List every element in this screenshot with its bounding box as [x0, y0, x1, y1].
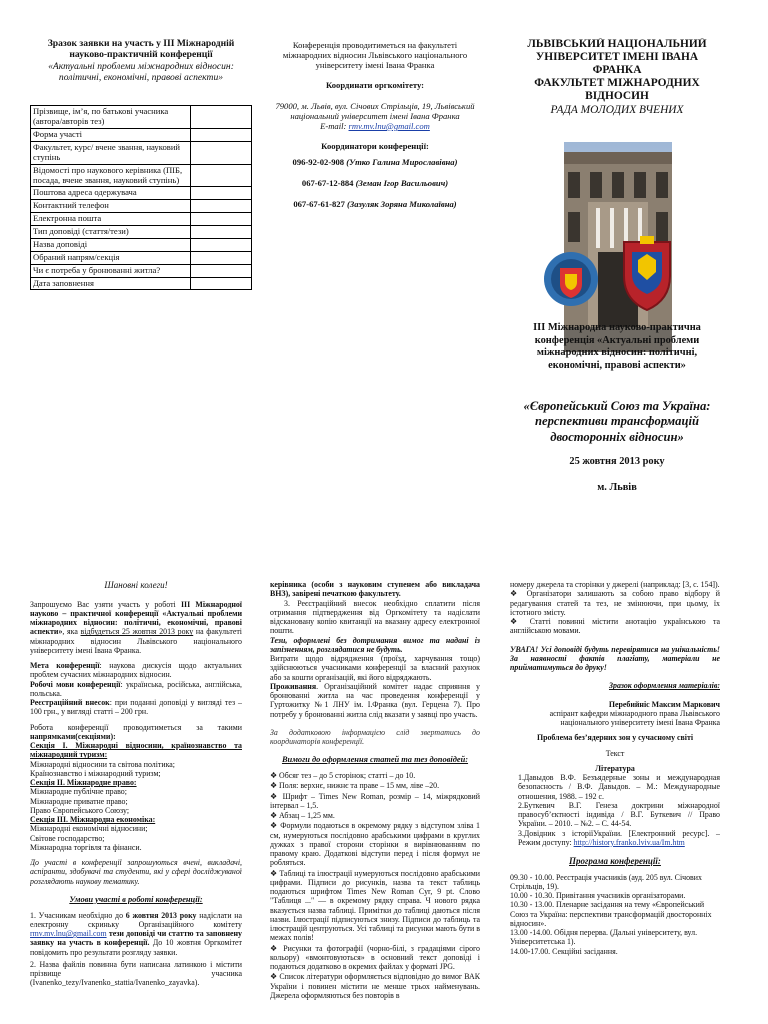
requirement-item: [270, 944, 480, 972]
council-emblem: [542, 246, 600, 312]
council-name: РАДА МОЛОДИХ ВЧЕНИХ: [550, 103, 684, 116]
fee-text: : при поданні доповіді у вигляді тез – 100 грн., у вигляді статті – 200 грн.: [30, 698, 242, 717]
phone-number[interactable]: 067-67-61-827: [293, 199, 345, 210]
literature-text: 3.Довідник з історіїУкраїни. [Електронний ресурс]. – Режим доступу:: [518, 828, 720, 847]
requirement-text: Рисунки та фотографії (чорно-білі, з градаціями сірого кольору) «вмонтовуються» в основний текст доповіді і подаються додатково в окремих файлах у форматі JPG.: [270, 943, 480, 972]
lang-paragraph: [30, 680, 242, 699]
conference-date: 25 жовтня 2013 року: [569, 456, 665, 467]
form-subtitle: «Актуальні проблеми міжнародних відносин: політичні, економічні, правові аспекти»: [48, 60, 234, 83]
form-row: [31, 200, 252, 213]
section-item: Країнознавство і міжнародний туризм;: [30, 768, 161, 778]
t1-email-link[interactable]: rmv.mv.lnu@gmail.com: [30, 929, 107, 939]
literature-item: [510, 829, 720, 848]
requirement-text: Обсяг тез – до 5 сторінок; статті – до 10.: [279, 771, 416, 781]
program-item: 10.00 - 10.30. Привітання учасників організаторами.: [510, 891, 686, 901]
form-row: [31, 226, 252, 239]
conf-coord-title: Координатори конференції:: [321, 140, 429, 151]
requirement-text: Абзац – 1,25 мм.: [279, 811, 335, 821]
university-name: ЛЬВІВСЬКИЙ НАЦІОНАЛЬНИЙ УНІВЕРСИТЕТ ІМЕНІ ІВАНА ФРАНКА: [527, 38, 707, 77]
university-coat-of-arms: [616, 234, 678, 312]
sample-text: Текст: [605, 748, 625, 758]
literature-link[interactable]: http://history.franko.lviv.ua/Im.htm: [573, 837, 685, 847]
form-row-label: Дата заповнення: [31, 277, 191, 290]
requirement-item: [270, 792, 480, 811]
diamond-icon: ❖: [270, 781, 280, 791]
terms-title: Умови участі в роботі конференції:: [69, 894, 203, 904]
form-row-value[interactable]: [191, 226, 252, 239]
invited-paragraph: До участі в конференції запрошуються вчені, викладачі, аспіранти, здобувачі та студенти, які у сфері досліджуваної розглядають наукову тематику.: [30, 858, 242, 886]
form-row: [31, 213, 252, 226]
form-row-label: Прізвище, ім’я, по батькові учасника (автора/авторів тез): [31, 106, 191, 129]
section-item: Світове господарство;: [30, 833, 105, 843]
form-row: [31, 164, 252, 187]
note-1: [510, 589, 720, 617]
form-row: [31, 277, 252, 290]
sample-title: Зразок оформлення матеріалів:: [608, 681, 720, 691]
goal-paragraph: [30, 661, 242, 680]
section-item: Міжнародне приватне право;: [30, 796, 128, 806]
section-1-title: Секція І. Міжнародні відносини, країнознавство та міжнародний туризм:: [30, 741, 242, 760]
orgcom-address: [270, 101, 480, 131]
program-list: [510, 873, 720, 956]
rules-panel: [270, 580, 480, 1024]
requirement-text: Таблиці та ілюстрації нумеруються послідовно арабськими цифрами. Підписи до рисунків, назва та текст таблиць подаються шрифтом Times New Roman Cyr, 9 pt. Слово "Таблиця ..." — в окремому рядку справа. Ч нового рядка вказується назва таблиці. Примітки до таблиці даються після назви. Ілюстрації підписуються знизу. Підписи до таблиць та ілюстрацій центруються. Усі таблиці та рисунки мають бути в межах полів!: [270, 868, 480, 943]
section-2-title: Секція ІІ. Міжнародне право:: [30, 778, 137, 788]
t1-a: 1. Учасникам необхідно до: [30, 910, 126, 920]
literature-item: [510, 773, 720, 801]
greeting: Шановні колеги!: [104, 580, 168, 590]
term-1: [30, 911, 242, 957]
form-row-label: Тип доповіді (стаття/тези): [31, 226, 191, 239]
section-3-list: [30, 824, 242, 852]
rule-travel: Витрати щодо відрядження (проїзд, харчування тощо) здійснюються учасниками конференції за власний рахунок або за кошти організацій, які його відряджають.: [270, 654, 480, 682]
form-row-label: Чи є потреба у бронюванні житла?: [31, 264, 191, 277]
conference-theme: «Європейський Союз та Україна: перспективи трансформацій двосторонніх відносин»: [523, 399, 711, 444]
term-2: 2. Назва файлів повинна бути написана латинкою і містити прізвище учасника (Ivanenko_tezy/Ivanenko_stattia/Ivanenko_zayavka).: [30, 959, 242, 988]
program-item: 13.00 -14.00. Обідня перерва. (Дальні університету, вул. Університетська 1).: [510, 928, 698, 947]
diamond-icon: ❖: [270, 791, 283, 801]
application-form-table: [30, 105, 252, 290]
phone-line: [270, 199, 480, 209]
address-text: 79000, м. Львів, вул. Січових Стрільців, 19, Львівський національний університет імені Івана Франка: [275, 100, 475, 121]
phone-contact-name: (Земан Ігор Васильович): [355, 178, 449, 189]
section-3-title: Секція ІІІ. Міжнародна економіка:: [30, 815, 156, 825]
form-row: [31, 106, 252, 129]
phone-line: [270, 157, 480, 167]
diamond-icon: ❖: [270, 943, 284, 953]
living-label: Проживання: [270, 681, 317, 691]
intro-b: ІІІ Міжнародної науково – практичної конференції «Актуальні проблеми міжнародних відносин: політичні, економічні, правові аспекти»: [30, 599, 242, 637]
t1-c: надіслати на електронну скриньку Організаційного комітету: [30, 910, 242, 929]
diamond-icon: ❖: [510, 589, 527, 599]
diamond-icon: ❖: [270, 972, 280, 982]
goal-text: : наукова дискусія щодо актуальних проблем сучасних міжнародних відносин.: [30, 661, 242, 680]
section-item: Міжнародні економічні відносини;: [30, 824, 148, 834]
note-2-text: Статті повинні містити анотацію українською та англійською мовами.: [510, 617, 720, 636]
t1-d: тези доповіді чи статтю та заповнену заявку на участь в конференції.: [30, 929, 242, 948]
phone-line: [270, 178, 480, 188]
sample-author: Перебийніс Максим Маркович: [608, 699, 720, 709]
literature-text: 1.Давыдов В.Ф. Безъядерные зоны и международная безопасность / В.Ф. Давыдов. – М.: Международные отношения, 1988. – 192 с.: [518, 773, 720, 801]
email-link[interactable]: rmv.mv.lnu@gmail.com: [348, 120, 430, 131]
requirement-item: [270, 781, 480, 790]
program-item: 09.30 - 10.00. Реєстрація учасників (ауд. 205 вул. Січових Стрільців, 19).: [510, 872, 702, 891]
form-row: [31, 238, 252, 251]
form-title: Зразок заявки на участь у ІІІ Міжнародній науково-практичній конференції: [47, 38, 235, 61]
cover-panel: [512, 38, 722, 508]
orgcom-panel: [270, 40, 480, 300]
conference-city: м. Львів: [597, 482, 637, 493]
directions-a: Робота конференції проводитиметься за такими: [30, 722, 242, 732]
t1-e: До 10 жовтня Оргкомітет повідомить про результати розгляду заявки.: [30, 938, 242, 957]
rule-3: 3. Реєстраційний внесок необхідно сплатити після отримання підтвердження від Оргкомітету та надіслати відскановану копію квитанції на вказану адресу електронної пошти.: [270, 598, 480, 636]
intro-c: , яка: [62, 627, 81, 637]
program-title: Програма конференції:: [569, 856, 661, 866]
application-form-panel: [30, 38, 252, 338]
requirement-text: Формули подаються в окремому рядку з відступом зліва 1 см, нумеруються послідовно арабськими цифрами в круглих дужках з правої сторони сторінки я вирівнюванням по правому краю. Додаткові відступи перед і після формул не робляться.: [270, 821, 480, 868]
diamond-icon: ❖: [270, 771, 280, 781]
form-row-value[interactable]: [191, 277, 252, 290]
phones-list: [270, 157, 480, 209]
sample-affiliation: аспірант кафедри міжнародного права Львівського національного університету імені Івана Франка: [549, 708, 720, 727]
sample-cont: номеру джерела та сторінки у джерелі (наприклад: [3, с. 154]).: [510, 580, 720, 589]
invitation-paragraph: [30, 600, 242, 656]
form-row-label: Відомості про наукового керівника (ПІБ, посада, вчене звання, науковий ступінь): [31, 164, 191, 187]
section-item: Міжнародна торгівля та фінанси.: [30, 842, 142, 852]
lang-text: : українська, російська, англійська, польська.: [30, 679, 242, 698]
diamond-icon: ❖: [270, 811, 280, 821]
form-row-value[interactable]: [191, 238, 252, 251]
requirement-item: [270, 821, 480, 867]
fee-label: Реєстраційний внесок: [30, 698, 110, 708]
form-row: [31, 264, 252, 277]
section-item: Право Європейського Союзу;: [30, 805, 130, 815]
form-row-value[interactable]: [191, 129, 252, 142]
form-row-value[interactable]: [191, 213, 252, 226]
goal-label: Мета конференції: [30, 661, 100, 671]
requirement-text: Поля: верхнє, нижнє та праве – 15 мм, ліве –20.: [279, 781, 440, 791]
form-row-label: Контактний телефон: [31, 200, 191, 213]
req-title: Вимоги до оформлення статей та тез доповідей:: [281, 755, 469, 765]
directions-paragraph: [30, 723, 242, 742]
requirement-text: Шрифт – Times New Roman, розмір – 14, міжрядковий інтервал – 1,5.: [270, 791, 480, 810]
requirement-item: [270, 771, 480, 780]
form-row: [31, 251, 252, 264]
section-item: Міжнародні відносини та світова політика;: [30, 759, 175, 769]
lit-title: Література: [595, 763, 635, 773]
section-2-list: [30, 787, 242, 815]
form-row-label: Поштова адреса одержувача: [31, 187, 191, 200]
lang-label: Робочі мови конференції: [30, 679, 121, 689]
form-row: [31, 141, 252, 164]
more-info: За додатковою інформацією слід звертатись до координаторів конференції.: [270, 727, 480, 746]
form-row-value[interactable]: [191, 187, 252, 200]
requirements-list: [270, 771, 480, 1000]
form-row-value[interactable]: [191, 106, 252, 129]
form-row-value[interactable]: [191, 264, 252, 277]
plagiarism-warning: УВАГА! Усі доповіді будуть перевірятися на унікальність! За наявності фактів плагіату, матеріали не прийматимуться до друку!: [510, 644, 720, 672]
note-1-text: Організатори залишають за собою право відбору й редагування статей та тез, не змінюючи, при цьому, їх істотного змісту.: [510, 589, 720, 617]
form-row-label: Факультет, курс/ вчене звання, науковий ступінь: [31, 141, 191, 164]
literature-item: [510, 801, 720, 829]
note-2: [510, 617, 720, 636]
rule-living: [270, 682, 480, 719]
form-row-label: Обраний напрям/секція: [31, 251, 191, 264]
diamond-icon: ❖: [270, 821, 281, 831]
section-item: Міжнародне публічне право;: [30, 787, 127, 797]
form-row-value[interactable]: [191, 200, 252, 213]
phone-contact-name: (Утко Галина Мирославівна): [346, 157, 458, 168]
rule-warning: Тези, оформлені без дотримання вимог та надані із запізненням, розглядатися не будуть.: [270, 635, 480, 654]
intro-d: відбудеться 25 жовтня 2013 року: [80, 627, 194, 637]
program-item: 14.00-17.00. Секційні засідання.: [510, 946, 618, 956]
phone-number[interactable]: 067-67-12-884: [301, 178, 354, 189]
orgcom-intro: Конференція проводитиметься на факультеті міжнародних відносин Львівського національного університету імені Івана Франка: [282, 40, 468, 71]
requirement-text: Список літератури оформляється відповідно до вимог ВАК України і повинен містити не менше трьох найменувань. Джерела оформляються без повторів в: [270, 972, 480, 1000]
fee-paragraph: [30, 698, 242, 717]
diamond-icon: ❖: [270, 868, 280, 878]
requirement-item: [270, 869, 480, 943]
literature-text: 2.Буткевич В.Г. Генеза доктрини міжнародної правосуб’єктності індивіда / В.Г. Буткевич // Право України. – 2010. – №2. – С. 44-54.: [518, 800, 720, 829]
form-row-label: Електронна пошта: [31, 213, 191, 226]
literature-list: [510, 773, 720, 847]
section-1-list: [30, 760, 242, 779]
phone-contact-name: (Зазуляк Зоряна Миколаївна): [347, 199, 457, 210]
intro-e: на факультеті міжнародних відносин Львівського національного університету імені Івана Франка.: [30, 627, 242, 655]
sample-panel: [510, 580, 720, 1024]
faculty-name: ФАКУЛЬТЕТ МІЖНАРОДНИХ ВІДНОСИН: [534, 77, 700, 103]
sample-paper-title: Проблема без’ядерних зон у сучасному світі: [536, 733, 694, 743]
form-row-label: Форма участі: [31, 129, 191, 142]
form-row-value[interactable]: [191, 141, 252, 164]
diamond-icon: ❖: [510, 617, 530, 626]
orgcom-coord-title: Координати оргкомітету:: [325, 80, 425, 91]
directions-b: напрямками(секціями):: [30, 731, 116, 741]
supervisor-text: керівника (особи з науковим ступенем або викладача ВНЗ), завірені печаткою факультету.: [270, 580, 480, 599]
requirement-item: [270, 811, 480, 820]
requirement-item: [270, 972, 480, 1000]
living-text: . Організаційний комітет надає сприяння у бронюванні житла на час проведення конференції у Гуртожитку №1 ЛНУ ім. І.Франка (вул. Герцена 7). Про потребу у бронюванні житла слід вказати у заявці про участь.: [270, 681, 480, 719]
conference-title: ІІІ Міжнародна науково-практична конференція «Актуальні проблеми міжнародних відносин: політичні, економічні, правові аспекти»: [533, 322, 701, 372]
phone-number[interactable]: 096-92-02-908: [292, 157, 345, 168]
program-item: 10.30 - 13.00. Пленарне засідання на тему «Європейський Союз та Україна: перспективи трансформацій двосторонніх відносин».: [510, 900, 712, 928]
form-row-label: Назва доповіді: [31, 238, 191, 251]
form-row: [31, 187, 252, 200]
form-row: [31, 129, 252, 142]
form-row-value[interactable]: [191, 251, 252, 264]
invitation-panel: [30, 580, 242, 1024]
t1-b: 6 жовтня 2013 року: [125, 910, 197, 920]
email-label: E-mail:: [320, 120, 347, 131]
form-row-value[interactable]: [191, 164, 252, 187]
intro-a: Запрошуємо Вас узяти участь у роботі: [30, 599, 181, 609]
